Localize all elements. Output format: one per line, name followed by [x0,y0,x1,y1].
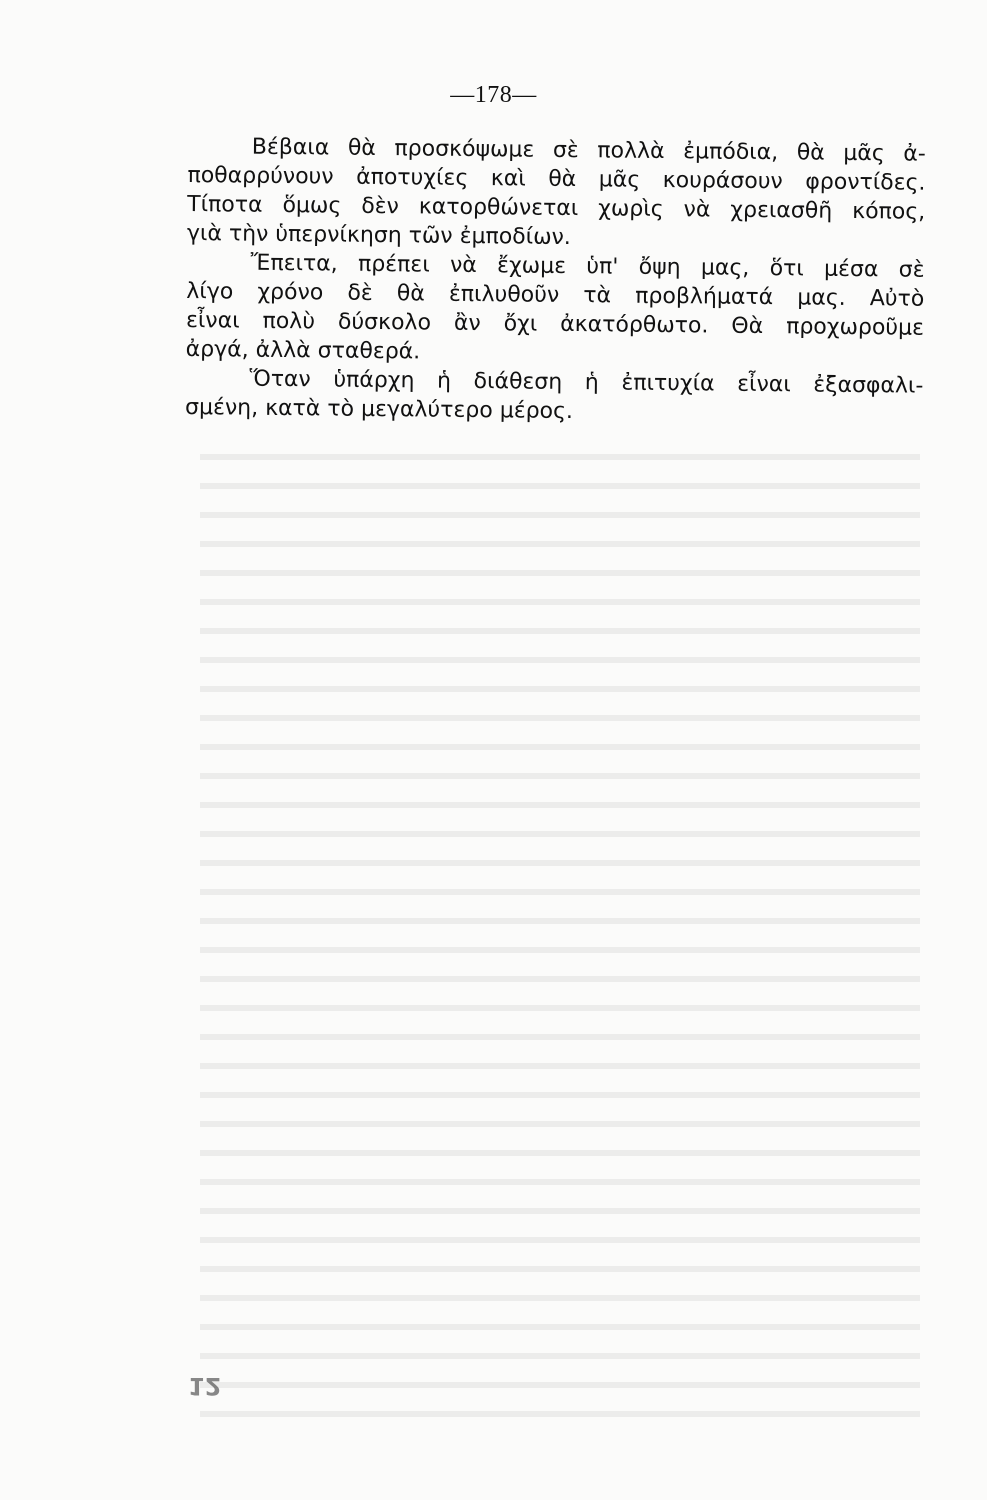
text-line: ποθαρρύνουν ἀποτυχίες καὶ θὰ μᾶς κουράσουν φροντίδες. [187,162,926,196]
text-line: Ἔπειτα, πρέπει νὰ ἔχωμε ὑπ' ὄψη μας, ὅτι μέσα σὲ [250,250,925,283]
page-number: —178— [450,82,537,108]
paragraph-1 [187,132,926,256]
text-line: λίγο χρόνο δὲ θὰ ἐπιλυθοῦν τὰ προβλήματά μας. Αὐτὸ [186,278,925,312]
text-line: ἀργά, ἀλλὰ σταθερά. [185,336,421,365]
paragraph-3 [185,364,924,430]
text-line: Βέβαια θὰ προσκόψωμε σὲ πολλὰ ἐμπόδια, θὰ μᾶς ἀ- [251,134,926,167]
signature-mark: 12 [188,1372,222,1400]
text-line: εἶναι πολὺ δύσκολο ἂν ὄχι ἀκατόρθωτο. Θὰ προχωροῦμε [185,307,925,341]
text-line: σμένη, κατὰ τὸ μεγαλύτερο μέρος. [184,394,574,425]
text-line: γιὰ τὴν ὑπερνίκηση τῶν ἐμποδίων. [186,220,571,251]
text-line: Ὅταν ὑπάρχη ἡ διάθεση ἡ ἐπιτυχία εἶναι ἐξασφαλι- [249,366,924,399]
body-text [185,132,926,430]
paragraph-2 [186,248,925,372]
text-line: Τίποτα ὅμως δὲν κατορθώνεται χωρὶς νὰ χρειασθῆ κόπος, [187,191,926,225]
show-through-text [200,440,920,1440]
